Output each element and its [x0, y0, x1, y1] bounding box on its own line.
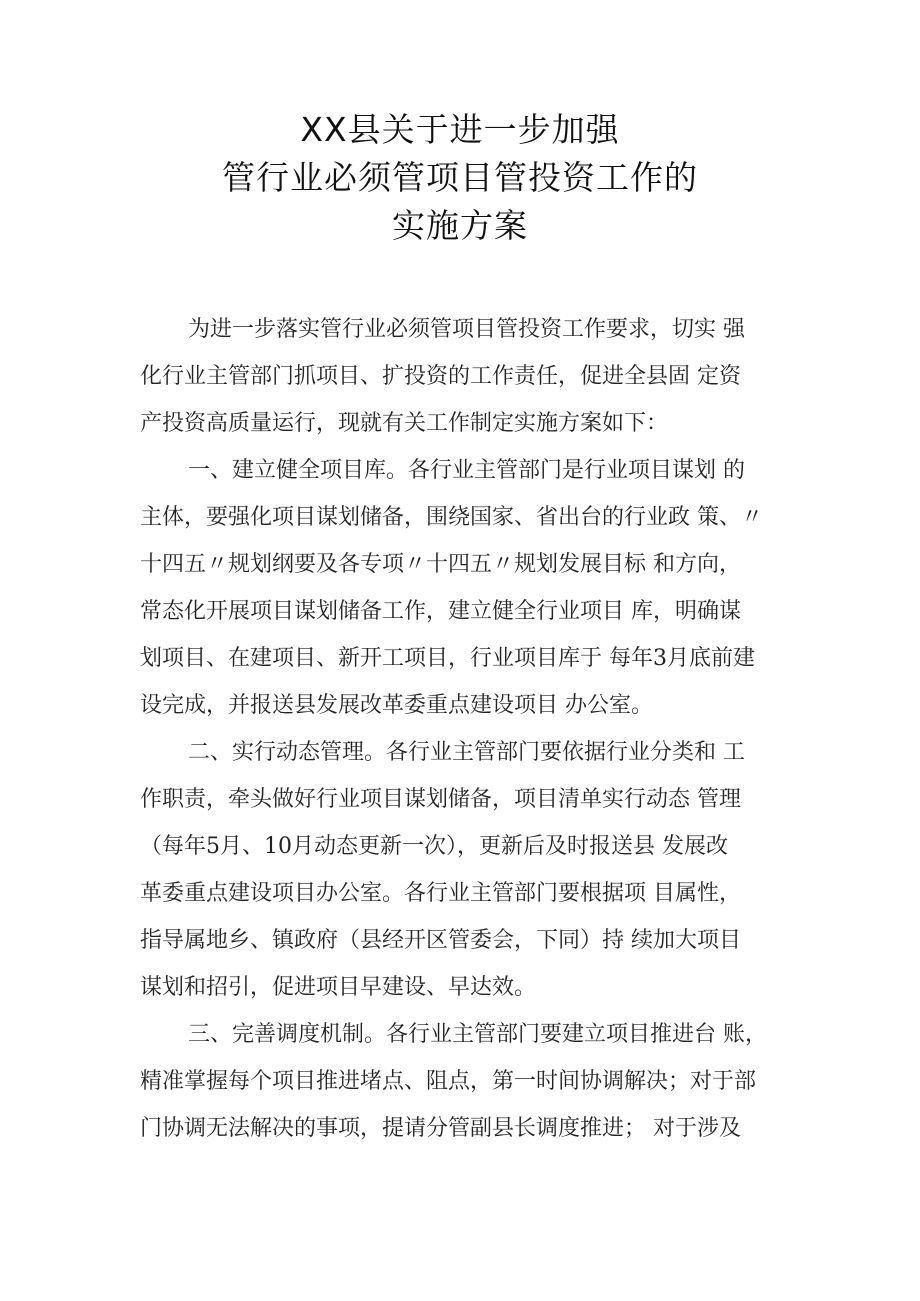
text-line: 设完成，并报送县发展改革委重点建设项目 办公室。	[140, 693, 653, 718]
text-line: 二、实行动态管理。各行业主管部门要依据行业分类和 工	[188, 740, 745, 765]
text-line: 谋划和招引，促进项目早建设、早达效。	[140, 975, 537, 1000]
text-line: 指导属地乡、镇政府（县经开区管委会，下同）持 续加大项目	[140, 928, 741, 953]
text-line: 三、完善调度机制。各行业主管部门要建立项目推进台 账，	[188, 1022, 767, 1047]
text-line: 为进一步落实管行业必须管项目管投资工作要求，切实 强	[188, 317, 745, 342]
paragraph-section-1	[140, 447, 790, 729]
text-line: 十四五〃规划纲要及各专项〃十四五〃规划发展目标 和方向，	[140, 552, 741, 577]
text-line: 产投资高质量运行，现就有关工作制定实施方案如下：	[140, 411, 669, 436]
paragraph-intro	[140, 306, 790, 447]
title-line: XX县关于进一步加强	[300, 110, 620, 149]
title-line: 实施方案	[392, 206, 528, 245]
text-line: 化行业主管部门抓项目、扩投资的工作责任，促进全县固 定资	[140, 364, 741, 389]
document-title	[0, 106, 920, 250]
text-line: 革委重点建设项目办公室。各行业主管部门要根据项 目属性，	[140, 881, 741, 906]
text-line: （每年5月、10月动态更新一次），更新后及时报送县 发展改	[140, 834, 728, 859]
text-line: 作职责，牵头做好行业项目谋划储备，项目清单实行动态 管理	[140, 787, 741, 812]
text-line: 划项目、在建项目、新开工项目，行业项目库于 每年3月底前建	[140, 646, 755, 671]
text-line: 门协调无法解决的事项，提请分管副县长调度推进； 对于涉及	[140, 1116, 741, 1141]
text-line: 一、建立健全项目库。各行业主管部门是行业项目谋划 的	[188, 458, 745, 483]
title-line: 管行业必须管项目管投资工作的	[222, 158, 698, 197]
paragraph-section-2	[140, 729, 790, 1011]
document-body	[140, 306, 790, 1152]
text-line: 常态化开展项目谋划储备工作，建立健全行业项目 库，明确谋	[140, 599, 741, 624]
text-line: 精准掌握每个项目推进堵点、阻点，第一时间协调解决；对于部	[140, 1069, 757, 1094]
paragraph-section-3	[140, 1011, 790, 1152]
text-line: 主体，要强化项目谋划储备，围绕国家、省出台的行业政 策、〃	[140, 505, 763, 530]
